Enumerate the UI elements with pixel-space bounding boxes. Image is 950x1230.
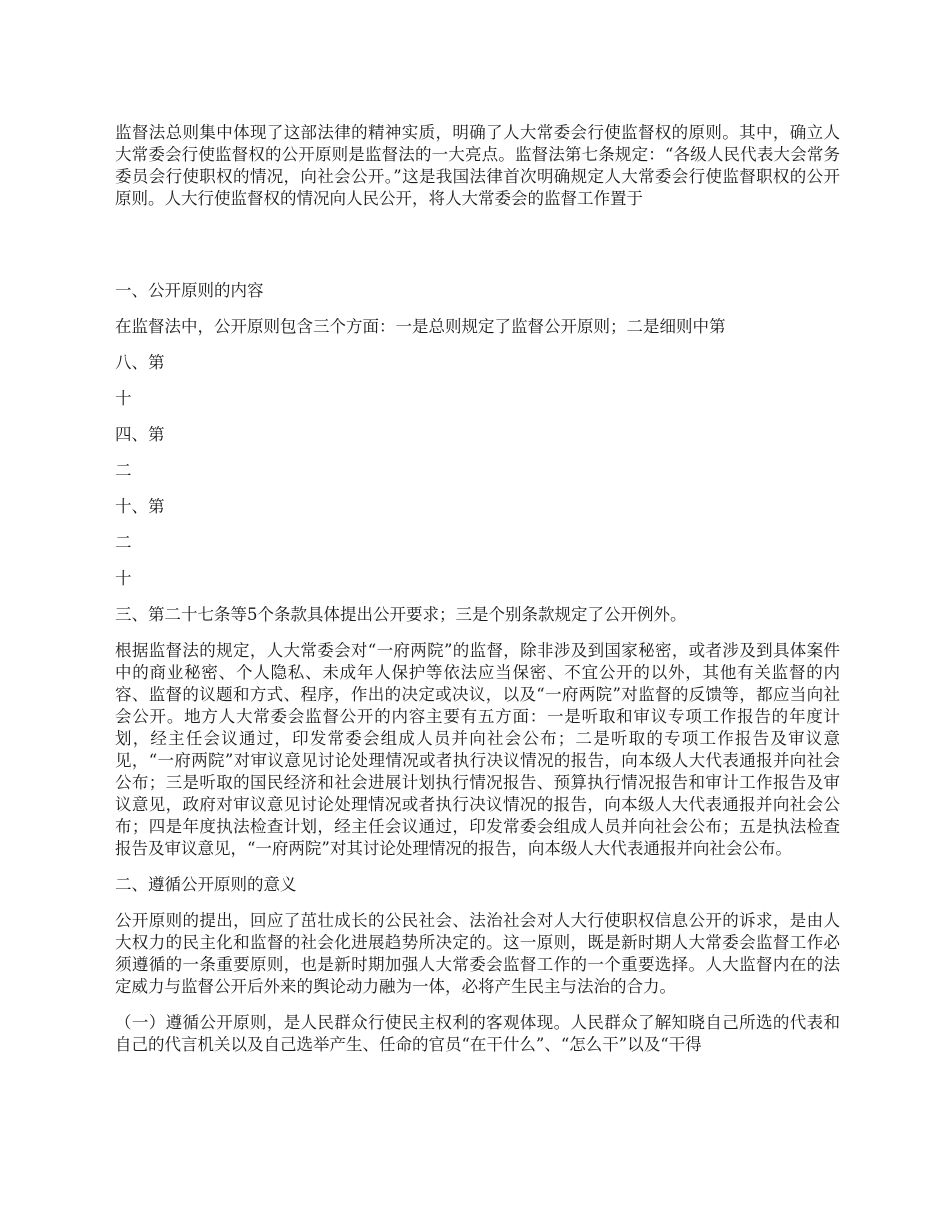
section-heading-1: 一、公开原则的内容 <box>115 281 264 300</box>
section1-line: 十 <box>115 389 132 408</box>
section1-line: 十、第 <box>115 497 165 516</box>
section2-paragraph: 公开原则的提出，回应了茁壮成长的公民社会、法治社会对人大行使职权信息公开的诉求，是由人大权力的民主化和监督的社会化进展趋势所决定的。这一原则，既是新时期人大常委会监督工作必须遵循的一条重要原则，也是新时期加强人大常委会监督工作的一个重要选择。人大监督内在的法定威力与监督公开后外来的舆论动力融为一体，必将产生民主与法治的合力。 <box>115 911 840 996</box>
section1-paragraph: 根据监督法的规定，人大常委会对“一府两院”的监督，除非涉及到国家秘密，或者涉及到具体案件中的商业秘密、个人隐私、未成年人保护等依法应当保密、不宜公开的以外，其他有关监督的内容、监督的议题和方式、程序，作出的决定或决议，以及“一府两院”对监督的反馈等，都应当向社会公开。地方人大常委会监督公开的内容主要有五方面：一是听取和审议专项工作报告的年度计划，经主任会议通过，印发常委会组成人员并向社会公布；二是听取的专项工作报告及审议意见，“一府两院”对审议意见讨论处理情况或者执行决议情况的报告，向本级人大代表通报并向社会公布；三是听取的国民经济和社会进展计划执行情况报告、预算执行情况报告和审计工作报告及审议意见，政府对审议意见讨论处理情况或者执行决议情况的报告，向本级人大代表通报并向社会公布；四是年度执法检查计划，经主任会议通过，印发常委会组成人员并向社会公布；五是执法检查报告及审议意见，“一府两院”对其讨论处理情况的报告，向本级人大代表通报并向社会公布。 <box>115 641 840 858</box>
section1-line: 在监督法中，公开原则包含三个方面：一是总则规定了监督公开原则；二是细则中第 <box>115 317 726 336</box>
section1-line: 三、第二十七条等5个条款具体提出公开要求；三是个别条款规定了公开例外。 <box>115 605 687 624</box>
intro-paragraph: 监督法总则集中体现了这部法律的精神实质，明确了人大常委会行使监督权的原则。其中，确立人大常委会行使监督权的公开原则是监督法的一大亮点。监督法第七条规定：“各级人民代表大会常务委员会行使职权的情况，向社会公开。”这是我国法律首次明确规定人大常委会行使监督职权的公开原则。人大行使监督权的情况向人民公开，将人大常委会的监督工作置于 <box>115 123 840 208</box>
section1-line: 八、第 <box>115 353 165 372</box>
document-page <box>115 122 840 1056</box>
section1-line: 二 <box>115 533 132 552</box>
section-heading-2: 二、遵循公开原则的意义 <box>115 875 297 894</box>
section2-subparagraph: （一）遵循公开原则，是人民群众行使民主权利的客观体现。人民群众了解知晓自己所选的代表和自己的代言机关以及自己选举产生、任命的官员“在干什么”、“怎么干”以及“干得 <box>115 1013 840 1054</box>
section1-line: 十 <box>115 569 132 588</box>
section1-line: 四、第 <box>115 425 165 444</box>
section1-line: 二 <box>115 461 132 480</box>
